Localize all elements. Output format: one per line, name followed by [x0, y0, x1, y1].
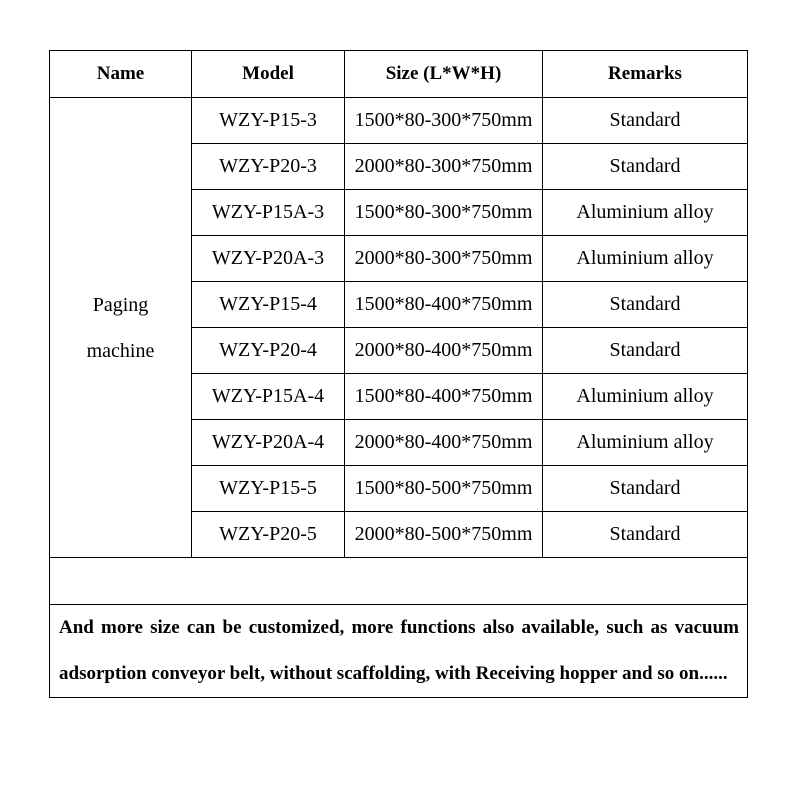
- size-cell: 2000*80-400*750mm: [345, 420, 543, 466]
- empty-row: [50, 558, 748, 605]
- model-cell: WZY-P20-4: [192, 328, 345, 374]
- size-cell: 1500*80-400*750mm: [345, 374, 543, 420]
- header-remarks: Remarks: [543, 51, 748, 98]
- note-row: [50, 605, 748, 698]
- model-cell: WZY-P15A-3: [192, 190, 345, 236]
- note-text: And more size can be customized, more functions also available, such as vacuum adsorption conveyor belt, without scaffolding, with Receiving hopper and so on......: [50, 605, 748, 698]
- product-name-line-2: machine: [86, 339, 155, 362]
- remarks-cell: Aluminium alloy: [543, 420, 748, 466]
- header-model: Model: [192, 51, 345, 98]
- size-cell: 2000*80-400*750mm: [345, 328, 543, 374]
- size-cell: 1500*80-300*750mm: [345, 190, 543, 236]
- size-cell: 2000*80-500*750mm: [345, 512, 543, 558]
- model-cell: WZY-P15-3: [192, 98, 345, 144]
- remarks-cell: Standard: [543, 98, 748, 144]
- model-cell: WZY-P20A-4: [192, 420, 345, 466]
- size-cell: 2000*80-300*750mm: [345, 236, 543, 282]
- remarks-cell: Aluminium alloy: [543, 190, 748, 236]
- header-name: Name: [50, 51, 192, 98]
- remarks-cell: Standard: [543, 328, 748, 374]
- model-cell: WZY-P20-3: [192, 144, 345, 190]
- product-name-cell: [50, 98, 192, 558]
- spec-table: [49, 50, 748, 698]
- header-row: [50, 51, 748, 98]
- empty-cell: [50, 558, 748, 605]
- remarks-cell: Standard: [543, 466, 748, 512]
- remarks-cell: Aluminium alloy: [543, 236, 748, 282]
- table-body: [50, 98, 748, 698]
- product-name-line-1: Paging: [92, 293, 149, 316]
- size-cell: 1500*80-500*750mm: [345, 466, 543, 512]
- size-cell: 1500*80-400*750mm: [345, 282, 543, 328]
- remarks-cell: Aluminium alloy: [543, 374, 748, 420]
- model-cell: WZY-P20A-3: [192, 236, 345, 282]
- model-cell: WZY-P15A-4: [192, 374, 345, 420]
- model-cell: WZY-P20-5: [192, 512, 345, 558]
- remarks-cell: Standard: [543, 282, 748, 328]
- header-size: Size (L*W*H): [345, 51, 543, 98]
- model-cell: WZY-P15-5: [192, 466, 345, 512]
- remarks-cell: Standard: [543, 144, 748, 190]
- table-row: [50, 98, 748, 144]
- size-cell: 2000*80-300*750mm: [345, 144, 543, 190]
- size-cell: 1500*80-300*750mm: [345, 98, 543, 144]
- remarks-cell: Standard: [543, 512, 748, 558]
- model-cell: WZY-P15-4: [192, 282, 345, 328]
